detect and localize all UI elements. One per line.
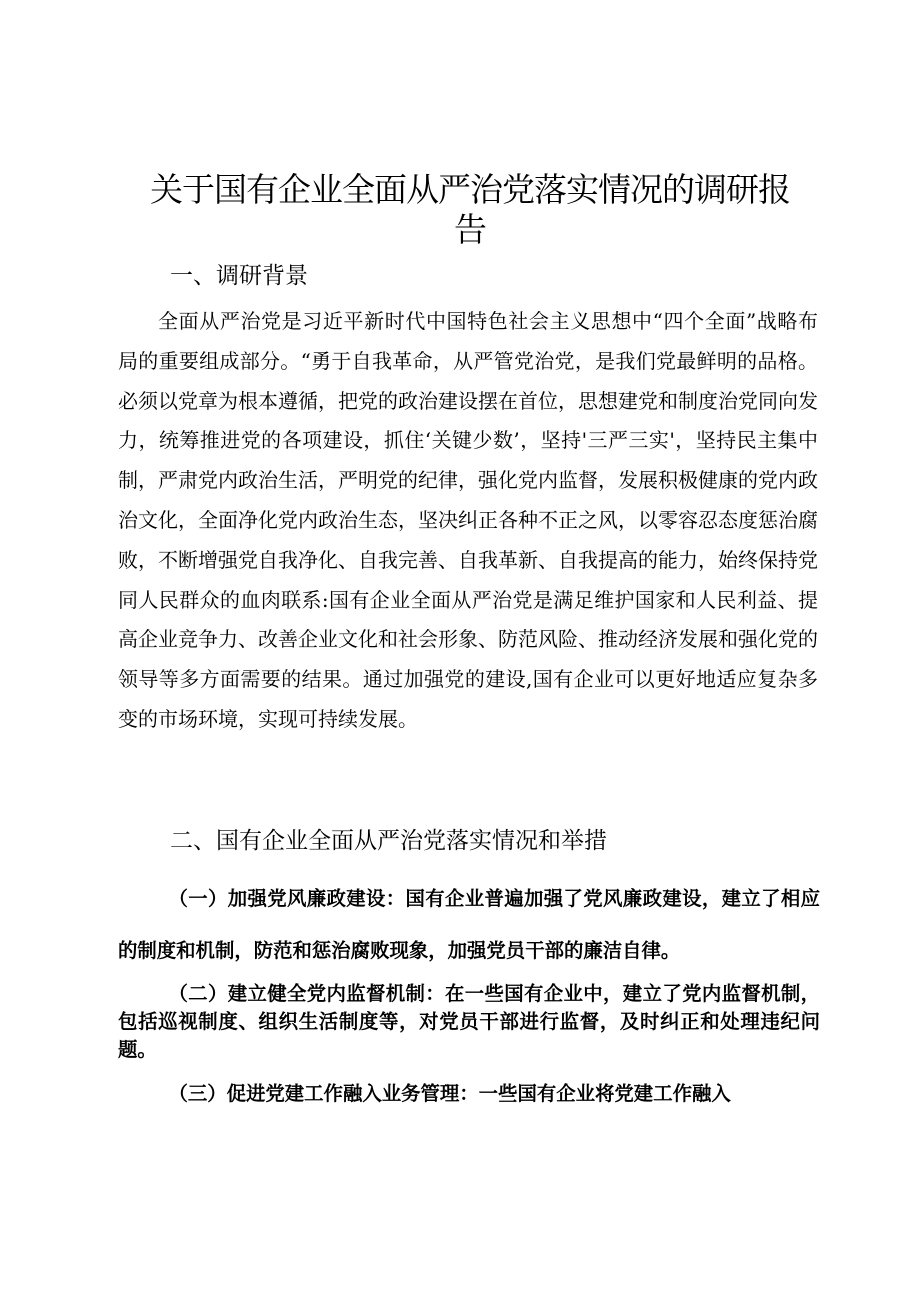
- background-paragraph: 全面从严治党是习近平新时代中国特色社会主义思想中“四个全面”战略布局的重要组成部分。“勇于自我革命，从严管党治党，是我们党最鲜明的品格。必须以党章为根本遵循，把党的政治建设摆在首位，思想建党和制度治党同向发力，统筹推进党的各项建设，抓住‘关键少数’，坚持'三严三实'，坚持民主集中制，严肃党内政治生活，严明党的纪律，强化党内监督，发展积极健康的党内政治文化，全面净化党内政治生态，坚决纠正各种不正之风，以零容忍态度惩治腐败，不断增强党自我净化、自我完善、自我革新、自我提高的能力，始终保持党同人民群众的血肉联系:国有企业全面从严治党是满足维护国家和人民利益、提高企业竞争力、改善企业文化和社会形象、防范风险、推动经济发展和强化党的领导等多方面需要的结果。通过加强党的建设,国有企业可以更好地适应复杂多变的市场环境，实现可持续发展。: [118, 309, 818, 731]
- section-heading-background: 一、调研背景: [170, 263, 308, 289]
- section-heading-implementation: 二、国有企业全面从严治党落实情况和举措: [170, 828, 607, 854]
- document-title: 关于国有企业全面从严治党落实情况的调研报告: [150, 170, 790, 249]
- implementation-item-1: （一）加强党风廉政建设：国有企业普遍加强了党风廉政建设，建立了相应的制度和机制，防范和惩治腐败现象，加强党员干部的廉洁自律。: [118, 887, 820, 962]
- implementation-item-3: （三）促进党建工作融入业务管理：一些国有企业将党建工作融入: [168, 1082, 731, 1105]
- implementation-item-2: （二）建立健全党内监督机制：在一些国有企业中，建立了党内监督机制，包括巡视制度、组织生活制度等，对党员干部进行监督，及时纠正和处理违纪问题。: [118, 982, 820, 1061]
